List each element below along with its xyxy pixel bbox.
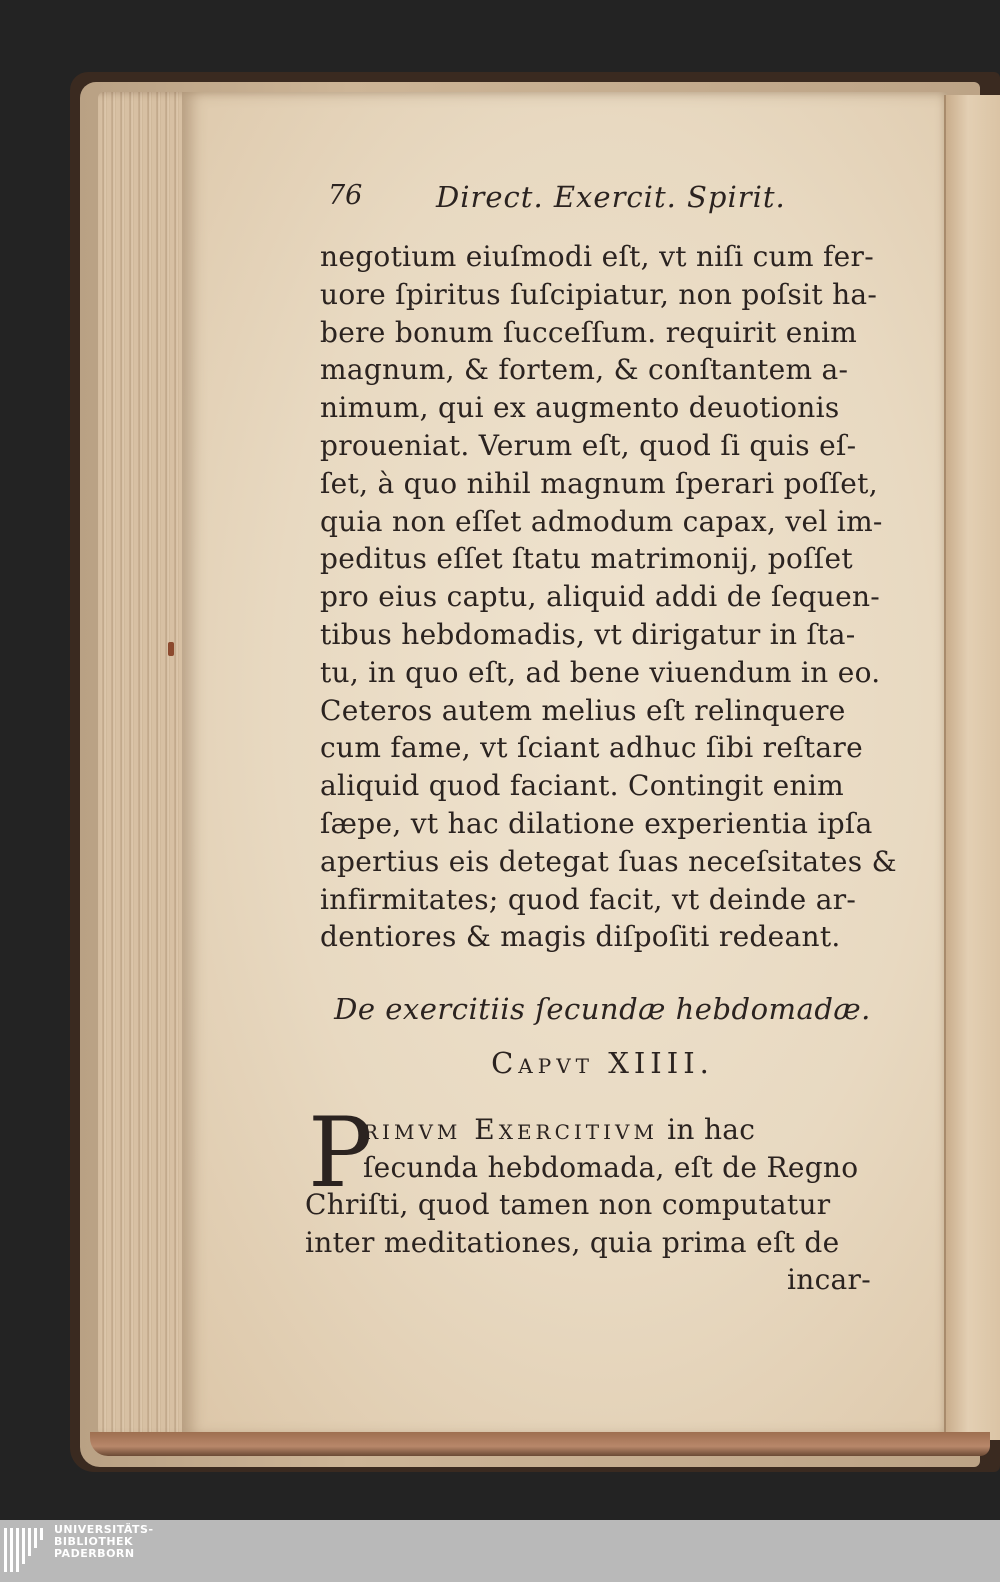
text-line: proueniat. Verum eſt, quod ſi quis eſ- bbox=[320, 428, 857, 462]
text-line: peditus eſſet ſtatu matrimonij, poſſet bbox=[320, 542, 853, 576]
drop-cap: P bbox=[308, 1097, 373, 1209]
text-line: apertius eis detegat ſuas neceſsitates & bbox=[320, 844, 897, 878]
text-line: pro eius captu, aliquid addi de ſequen- bbox=[320, 580, 881, 614]
chapter-heading: Capvt XIIII. bbox=[491, 1046, 714, 1080]
text-line: ſecunda hebdomada, eſt de Regno bbox=[363, 1150, 859, 1184]
facing-page-edge bbox=[944, 95, 1000, 1440]
library-footer bbox=[0, 1520, 1000, 1582]
text-line: dentiores & magis diſpoſiti redeant. bbox=[320, 920, 841, 954]
body-text bbox=[320, 238, 905, 956]
text-line: quia non eſſet admodum capax, vel im- bbox=[320, 504, 883, 538]
catchword: incar- bbox=[786, 1263, 871, 1296]
text-line: Ceteros autem melius eſt relinquere bbox=[320, 693, 846, 727]
text-line: infirmitates; quod facit, vt deinde ar- bbox=[320, 882, 857, 916]
text-line: cum fame, vt ſciant adhuc ſibi reſtare bbox=[320, 731, 863, 765]
text-line: inter meditationes, quia prima eſt de bbox=[305, 1225, 840, 1259]
library-name-line: UNIVERSITÄTS- bbox=[54, 1523, 154, 1536]
running-title: Direct. Exercit. Spirit. bbox=[436, 180, 786, 214]
text-line: aliquid quod faciant. Contingit enim bbox=[320, 769, 844, 803]
library-name-line: BIBLIOTHEK bbox=[54, 1535, 134, 1548]
text-line: uore ſpiritus ſuſcipiatur, non poſsit ha- bbox=[320, 277, 878, 311]
opening-words: rimvm Exercitivm bbox=[363, 1113, 658, 1146]
book-bottom-edge bbox=[90, 1432, 990, 1456]
text-line: ſet, à quo nihil magnum ſperari poſſet, bbox=[320, 466, 878, 500]
section-heading: De exercitiis ſecundæ hebdomadæ. bbox=[334, 992, 871, 1026]
text-line: Chriſti, quod tamen non computatur bbox=[305, 1188, 831, 1221]
text-line: ſæpe, vt hac dilatione experientia ipſa bbox=[320, 806, 873, 840]
running-head bbox=[328, 180, 786, 228]
page-number: 76 bbox=[328, 180, 363, 211]
text-line: nimum, qui ex augmento deuotionis bbox=[320, 391, 840, 425]
library-logo-icon bbox=[4, 1526, 48, 1574]
page-marker bbox=[168, 642, 174, 656]
text-line: tibus hebdomadis, vt dirigatur in ſta- bbox=[320, 617, 856, 651]
library-name bbox=[54, 1524, 154, 1560]
text-line: bere bonum ſucceſſum. requirit enim bbox=[320, 315, 858, 349]
text-line: negotium eiuſmodi eſt, vt niſi cum fer- bbox=[320, 240, 874, 273]
chapter-paragraph bbox=[305, 1111, 885, 1299]
text-line bbox=[305, 1111, 885, 1149]
text-line: magnum, & fortem, & conſtantem a- bbox=[320, 353, 849, 387]
library-name-line: PADERBORN bbox=[54, 1547, 135, 1560]
text-span: in hac bbox=[657, 1113, 756, 1146]
text-line: tu, in quo eſt, ad bene viuendum in eo. bbox=[320, 655, 881, 689]
